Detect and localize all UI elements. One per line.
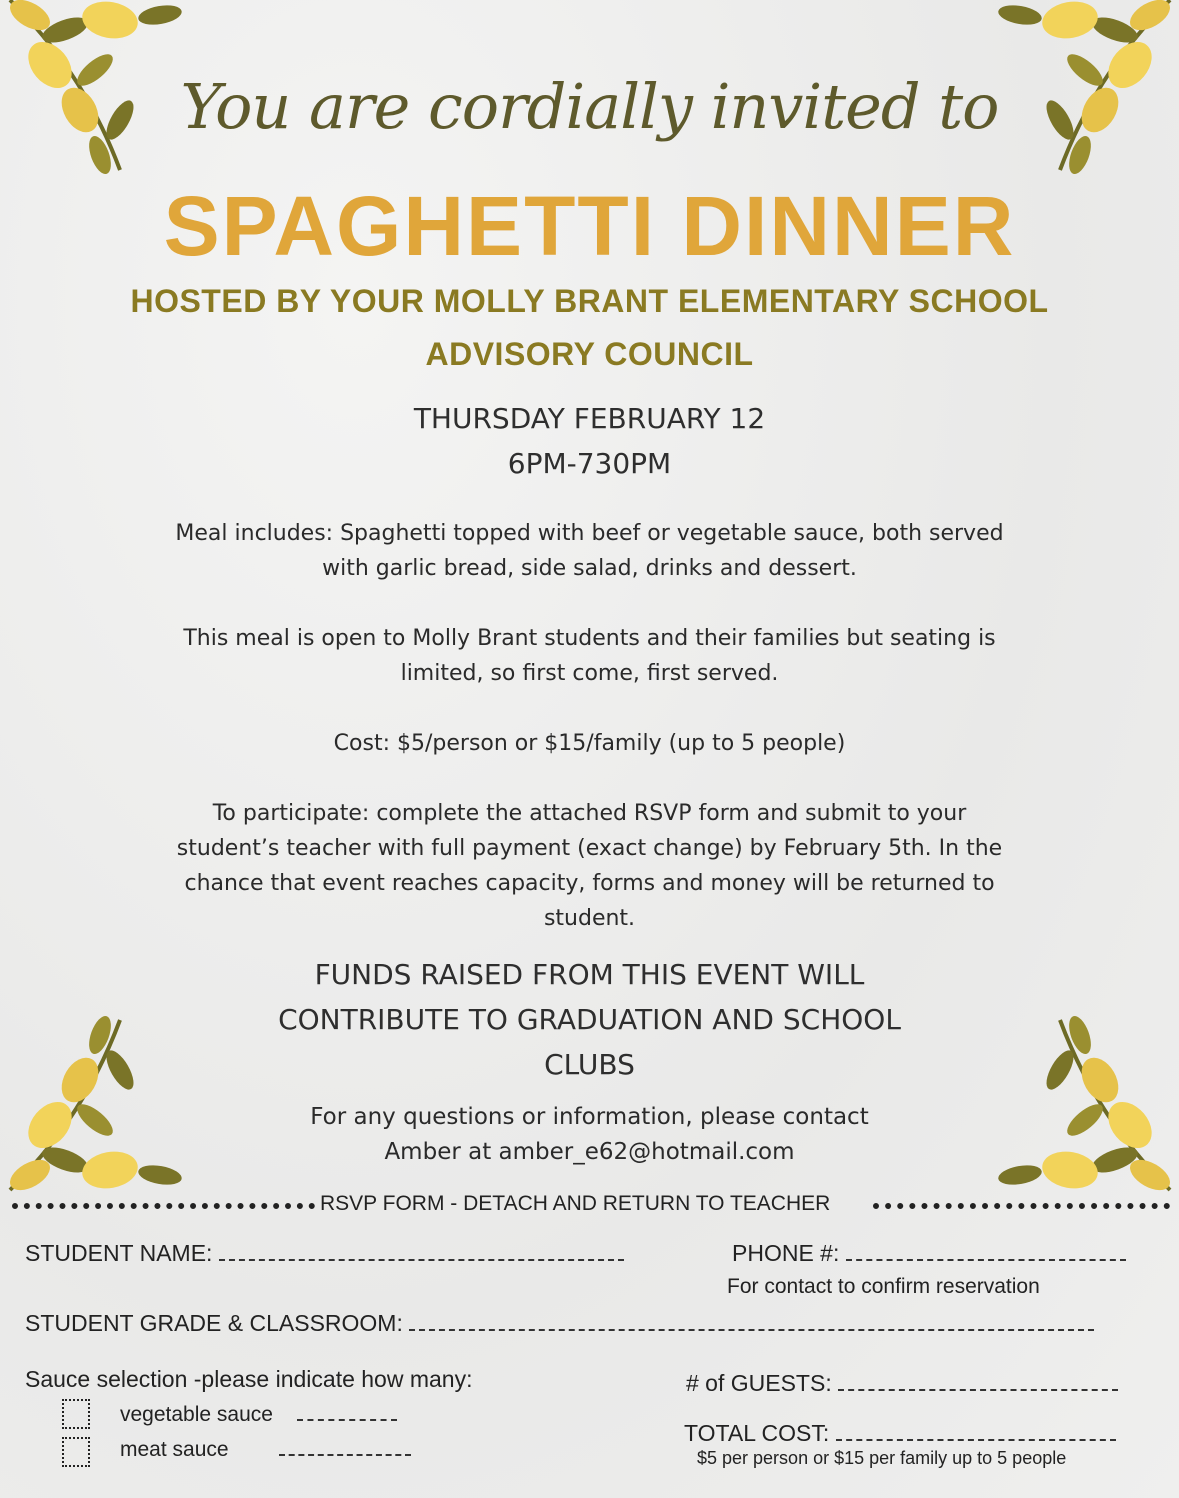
text-line: Meal includes: Spaghetti topped with beef or vegetable sauce, both served — [175, 521, 1004, 546]
text-line: chance that event reaches capacity, forms and money will be returned to — [184, 871, 995, 896]
meat-sauce-row — [120, 1438, 411, 1462]
funds-statement — [0, 952, 1179, 1087]
vegetable-sauce-checkbox[interactable] — [62, 1399, 90, 1429]
grade-classroom-field[interactable] — [409, 1329, 1094, 1331]
contact-info — [0, 1100, 1179, 1170]
meat-sauce-count-field[interactable] — [279, 1454, 411, 1456]
phone-note: For contact to confirm reservation — [727, 1275, 1040, 1298]
cost-text: Cost: $5/person or $15/family (up to 5 people) — [333, 731, 846, 756]
text-line: with garlic bread, side salad, drinks and dessert. — [322, 556, 857, 581]
student-name-field[interactable] — [219, 1259, 624, 1261]
phone-label: PHONE #: — [732, 1240, 840, 1266]
detach-divider-right — [873, 1203, 1170, 1209]
meat-sauce-checkbox[interactable] — [62, 1437, 90, 1467]
host-line-1: HOSTED BY YOUR MOLLY BRANT ELEMENTARY SCHOOL — [130, 283, 1049, 319]
event-time: 6PM-730PM — [507, 447, 672, 480]
text-line: CONTRIBUTE TO GRADUATION AND SCHOOL — [278, 1003, 901, 1036]
total-cost-field[interactable] — [836, 1439, 1116, 1441]
meat-sauce-label: meat sauce — [120, 1438, 229, 1461]
detach-divider-left — [12, 1203, 315, 1209]
phone-field[interactable] — [846, 1259, 1126, 1261]
phone-row — [732, 1240, 1126, 1267]
guests-row — [686, 1370, 1118, 1397]
text-line: CLUBS — [544, 1048, 635, 1081]
vegetable-sauce-row — [120, 1403, 397, 1427]
grade-label: STUDENT GRADE & CLASSROOM: — [25, 1310, 403, 1336]
contact-email: Amber at amber_e62@hotmail.com — [384, 1139, 795, 1165]
rsvp-divider-label: RSVP FORM - DETACH AND RETURN TO TEACHER — [320, 1192, 831, 1215]
guests-label: # of GUESTS: — [686, 1370, 832, 1396]
vegetable-sauce-count-field[interactable] — [297, 1419, 397, 1421]
eligibility-text — [0, 621, 1179, 691]
text-line: student. — [543, 906, 636, 931]
invitation-script-heading: You are cordially invited to — [180, 70, 999, 143]
student-name-label: STUDENT NAME: — [25, 1240, 213, 1266]
sauce-selection-label: Sauce selection -please indicate how many: — [25, 1366, 473, 1392]
text-line: student’s teacher with full payment (exact change) by February 5th. In the — [176, 836, 1003, 861]
text-line: FUNDS RAISED FROM THIS EVENT WILL — [314, 958, 865, 991]
guests-field[interactable] — [838, 1389, 1118, 1391]
student-name-row — [25, 1240, 624, 1267]
total-cost-row — [684, 1420, 1116, 1447]
text-line: This meal is open to Molly Brant students and their families but seating is — [183, 626, 996, 651]
text-line: To participate: complete the attached RSVP form and submit to your — [212, 801, 967, 826]
text-line: For any questions or information, please contact — [310, 1104, 869, 1130]
participation-text — [0, 796, 1179, 936]
event-title: SPAGHETTI DINNER — [163, 179, 1016, 273]
host-line-2: ADVISORY COUNCIL — [425, 336, 754, 372]
total-cost-label: TOTAL COST: — [684, 1420, 830, 1446]
vegetable-sauce-label: vegetable sauce — [120, 1403, 273, 1426]
event-date: THURSDAY FEBRUARY 12 — [413, 402, 766, 435]
meal-description — [0, 516, 1179, 586]
text-line: limited, so first come, first served. — [400, 661, 779, 686]
total-cost-note: $5 per person or $15 per family up to 5 people — [697, 1448, 1067, 1468]
grade-row — [25, 1310, 1094, 1337]
